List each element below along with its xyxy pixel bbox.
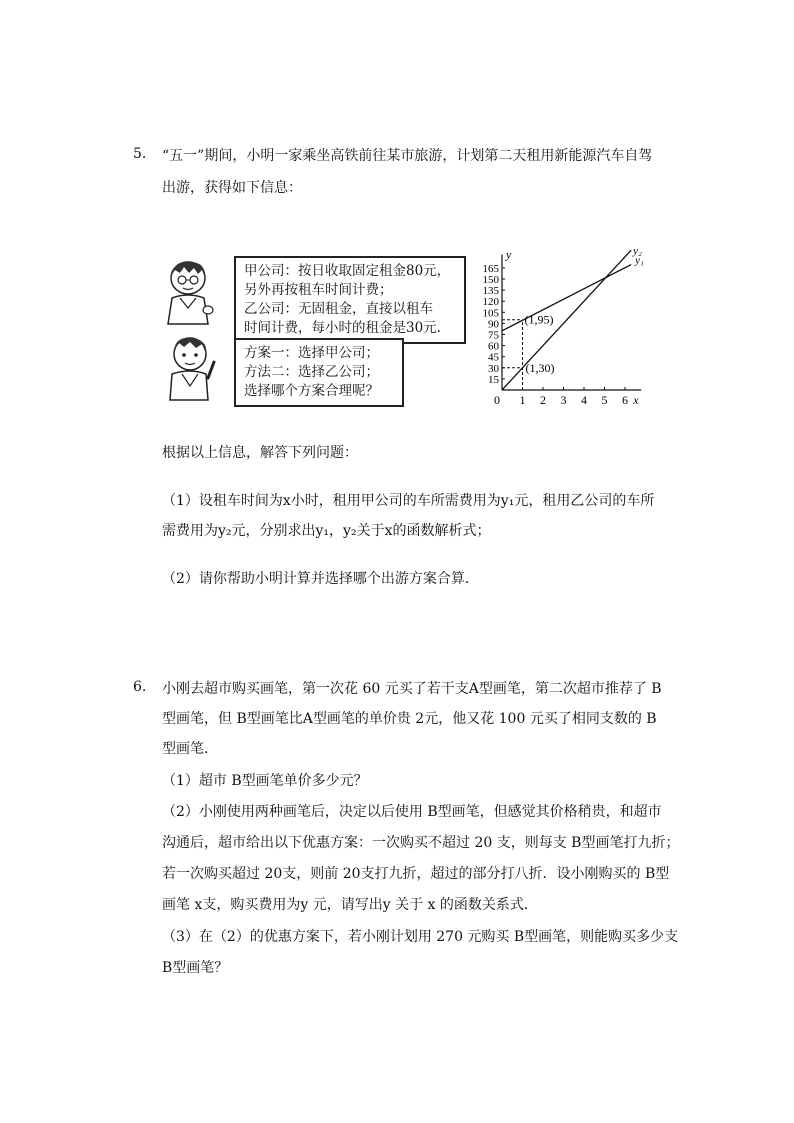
box2-line: 选择哪个方案合理呢？ [244, 383, 379, 399]
info-box-companies [234, 256, 466, 344]
q5-intro-line2: 出游，获得如下信息： [162, 180, 302, 196]
x-tick-label: 6 [622, 393, 628, 407]
q5-part1-line1: （1）设租车时间为x小时，租用甲公司的车所需费用为y₁元，租用乙公司的车所 [162, 493, 655, 509]
x-tick-label: 4 [581, 393, 587, 407]
y-tick-label: 105 [482, 307, 499, 320]
series-label-y1: y₁ [635, 254, 644, 267]
q5-prompt: 根据以上信息，解答下列问题： [162, 445, 358, 461]
y-tick-label: 150 [482, 274, 499, 286]
q6-line2: 型画笔，但 B型画笔比A型画笔的单价贵 2元，他又花 100 元买了相同支数的 B [162, 711, 657, 727]
box1-line: 时间计费，每小时的租金是30元. [244, 320, 441, 336]
y-axis-label: y [506, 247, 512, 262]
series-label-y2: y₂ [633, 245, 642, 258]
q6-number: 6. [133, 679, 147, 695]
point-label-1-30: (1,30) [525, 360, 555, 375]
q6-sub3-line2: B型画笔？ [162, 960, 229, 976]
x-tick-label: 1 [519, 393, 526, 407]
rental-cost-chart [472, 240, 662, 415]
y-tick-label: 75 [488, 329, 499, 342]
q6-line3: 型画笔． [162, 741, 218, 757]
q6-sub2-line4: 画笔 x支，购买费用为y 元，请写出y 关于 x 的函数关系式． [162, 897, 538, 913]
y-tick-label: 15 [488, 373, 499, 386]
q6-sub2-line2: 沟通后，超市给出以下优惠方案：一次购买不超过 20 支，则每支 B型画笔打九折； [162, 835, 680, 851]
box2-line: 方法二：选择乙公司； [244, 364, 379, 380]
y-tick-label: 165 [482, 262, 499, 275]
q6-sub3-line1: （3）在（2）的优惠方案下，若小刚计划用 270 元购买 B型画笔，则能购买多少支 [162, 929, 679, 945]
q6-sub2-line1: （2）小刚使用两种画笔后，决定以后使用 B型画笔，但感觉其价格稍贵，和超市 [162, 804, 662, 820]
q5-number: 5. [133, 146, 147, 162]
y-tick-label: 135 [482, 285, 499, 298]
box1-line: 乙公司：无固租金，直接以租车 [244, 301, 433, 317]
student-cartoon-1 [162, 258, 222, 326]
y-tick-label: 45 [488, 351, 499, 364]
info-box-plans [234, 338, 404, 407]
y-tick-label: 120 [482, 296, 499, 309]
q5-part2: （2）请你帮助小明计算并选择哪个出游方案合算． [162, 571, 479, 587]
q6-sub2-line3: 若一次购买超过 20支，则前 20支打九折，超过的部分打八折．设小刚购买的 B型 [162, 866, 670, 882]
x-tick-label: 3 [560, 393, 567, 407]
x-tick-label: 0 [494, 393, 500, 407]
q5-part1-line2: 需费用为y₂元，分别求出y₁，y₂关于x的函数解析式； [162, 523, 491, 539]
y-tick-label: 30 [488, 362, 499, 375]
box2-line: 方案一：选择甲公司； [244, 345, 379, 361]
point-label-1-95: (1,95) [524, 312, 554, 327]
q6-line1: 小刚去超市购买画笔，第一次花 60 元买了若干支A型画笔，第二次超市推荐了 B [162, 681, 662, 697]
x-tick-label: 2 [540, 393, 546, 407]
series-line-2 [502, 247, 631, 390]
y-tick-label: 60 [488, 340, 499, 353]
q5-intro-line1: “五一”期间，小明一家乘坐高铁前往某市旅游，计划第二天租用新能源汽车自驾 [162, 148, 653, 164]
student-cartoon-2 [162, 334, 222, 402]
box1-line: 另外再按租车时间计费； [244, 282, 393, 298]
box1-line: 甲公司：按日收取固定租金80元， [244, 263, 451, 279]
x-axis-label: x [633, 393, 639, 407]
q6-sub1: （1）超市 B型画笔单价多少元？ [162, 773, 368, 789]
x-tick-label: 5 [601, 393, 608, 407]
y-tick-label: 90 [488, 318, 499, 331]
